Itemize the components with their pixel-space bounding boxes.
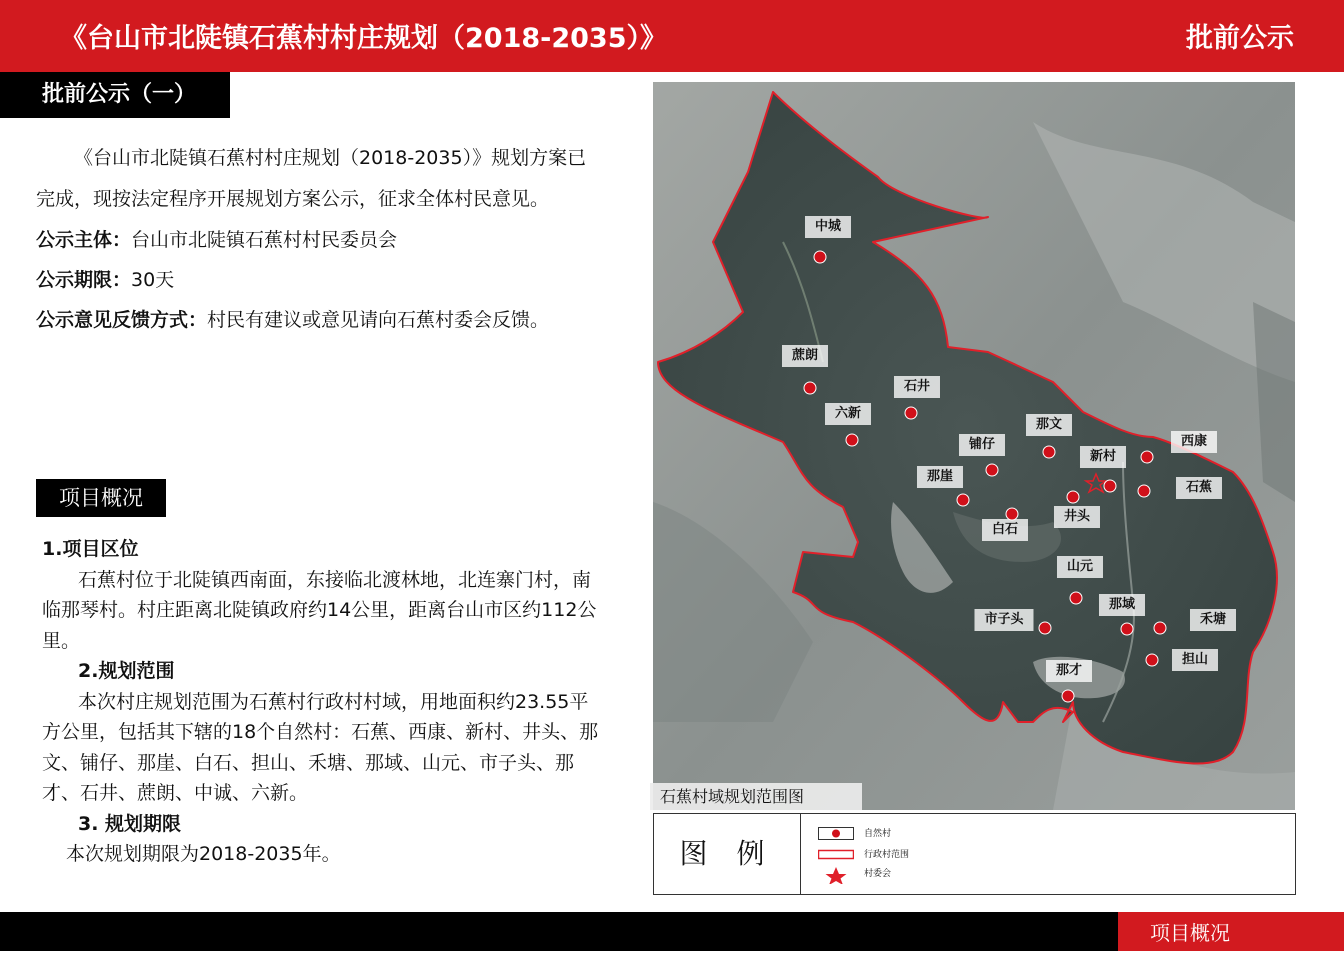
location-paragraph: 石蕉村位于北陡镇西南面，东接临北渡林地，北连寨门村，南临那琴村。村庄距离北陡镇政府约14公里，距离台山市区约112公里。 [42,568,597,652]
feedback-row: 公示意见反馈方式：村民有建议或意见请向石蕉村委会反馈。 [36,309,550,331]
intro-paragraph: 《台山市北陡镇石蕉村村庄规划（2018-2035）》规划方案已完成，现按法定程序开展规划方案公示，征求全体村民意见。 [36,147,587,210]
period-label: 公示期限 [36,269,113,291]
village-label-nawen: 那文 [1026,414,1072,436]
subject-value: 台山市北陡镇石蕉村村民委员会 [131,229,398,251]
overview-text-block [42,534,607,870]
feedback-value: 村民有建议或意见请向石蕉村委会反馈。 [207,309,550,331]
heading-period: 3. 规划期限 [78,812,182,835]
village-dot-icon [1154,622,1167,635]
section-tab-overview: 项目概况 [36,479,166,517]
village-label-shijiao: 石蕉 [1176,477,1222,499]
legend-label-village: 自然村 [864,829,892,839]
village-dot-icon [957,494,970,507]
village-dot-icon [1062,690,1075,703]
footer-section-tag: 项目概况 [1118,912,1344,951]
page-title: 《台山市北陡镇石蕉村村庄规划（2018-2035）》 [60,23,667,54]
village-label-naya: 那崖 [917,466,963,488]
legend-label-committee: 村委会 [864,869,892,879]
village-dot-icon [905,407,918,420]
map-legend [653,813,1296,895]
legend-title: 图 例 [654,814,801,894]
village-dot-icon [1138,485,1151,498]
village-label-zhongcheng: 中城 [805,216,851,238]
village-dot-icon [846,434,859,447]
village-dot-icon [814,251,827,264]
subject-row: 公示主体：台山市北陡镇石蕉村村民委员会 [36,229,398,251]
village-label-liuxin: 六新 [825,403,871,425]
feedback-label: 公示意见反馈方式 [36,309,189,331]
village-dot-icon [1006,508,1019,521]
footer-bar [0,912,1344,951]
village-label-xikang: 西康 [1171,431,1217,453]
village-planning-map [653,82,1295,810]
scope-paragraph: 本次村庄规划范围为石蕉村行政村村域，用地面积约23.55平方公里，包括其下辖的18个自然村：石蕉、西康、新村、井头、那文、铺仔、那崖、白石、担山、禾塘、那域、山元、市子头、那才、石井、蔗朗、中诚、六新。 [42,690,599,804]
village-dot-icon [1070,592,1083,605]
village-label-hetang: 禾塘 [1190,609,1236,631]
village-label-xincun: 新村 [1080,446,1126,468]
period-value: 30天 [131,269,175,291]
village-label-shizitou: 市子头 [974,609,1033,631]
village-dot-icon [1039,622,1052,635]
village-label-nacai: 那才 [1046,660,1092,682]
village-label-puzai: 铺仔 [959,434,1005,456]
village-label-danshan: 担山 [1172,649,1218,671]
village-label-zhelang: 蔗朗 [782,345,828,367]
village-marker-icon [818,827,854,841]
village-dot-icon [1104,480,1117,493]
subject-label: 公示主体 [36,229,113,251]
village-label-shijing: 石井 [894,376,940,398]
section-tab-public-notice: 批前公示（一） [0,72,230,118]
committee-star-icon [818,866,854,884]
village-dot-icon [1146,654,1159,667]
village-label-baishi: 白石 [982,519,1028,541]
village-dot-icon [804,382,817,395]
village-label-jingtou: 井头 [1054,506,1100,528]
period-row: 公示期限：30天 [36,269,175,291]
period-paragraph: 本次规划期限为2018-2035年。 [66,843,341,865]
map-caption: 石蕉村域规划范围图 [650,783,862,810]
boundary-line-icon [818,848,854,862]
heading-location: 1.项目区位 [42,538,139,560]
village-dot-icon [1067,491,1080,504]
village-label-shanyuan: 山元 [1057,556,1103,578]
village-dot-icon [986,464,999,477]
village-dot-icon [1141,451,1154,464]
legend-label-boundary: 行政村范围 [864,850,910,860]
notice-text-block [36,138,596,340]
header-status-label: 批前公示 [1186,23,1294,54]
village-dot-icon [1043,446,1056,459]
heading-scope: 2.规划范围 [78,660,175,682]
village-dot-icon [1121,623,1134,636]
village-label-nayu: 那域 [1099,594,1145,616]
header-bar [0,0,1344,72]
